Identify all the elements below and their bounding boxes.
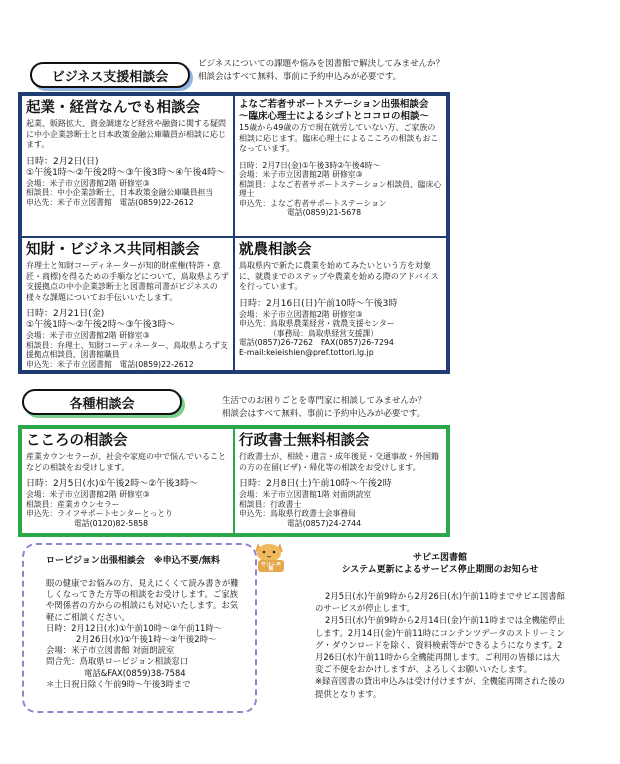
shuno-panel [234, 237, 447, 371]
chizai-venue: 会場：米子市立図書館2階 研修室③ [26, 331, 150, 340]
chizai-contact: 申込先：米子市立図書館 電話(0859)22-2612 [26, 359, 194, 369]
business-intro-line2: 相談会はすべて無料、事前に予約申込みが必要です。 [198, 72, 402, 82]
chizai-title: 知財・ビジネス共同相談会 [26, 242, 200, 258]
kigyo-contact: 申込先：米子市立図書館 電話(0859)22-2612 [26, 197, 194, 207]
kokoro-title: こころの相談会 [26, 433, 128, 449]
kokoro-date: 日時：2月5日(水)①午後2時～②午後3時～ [26, 479, 199, 489]
shuno-date: 日時：2月16日(日)午前10時～午後3時 [239, 298, 398, 309]
yonago-counselor: 相談員：よなご若者サポートステーション相談員、臨床心理士 [239, 179, 442, 199]
gyosei-contact: 申込先：鳥取県行政書士会事務局 [239, 509, 356, 519]
kokoro-contact: 申込先：ライフサポートセンターとっとり [26, 509, 173, 519]
kigyo-venue: 会場：米子市立図書館2階 研修室③ [26, 178, 150, 188]
yonago-subtitle: ～臨床心理士によるシゴトとココロの相談～ [239, 111, 430, 122]
yonago-desc: 15歳から49歳の方で現在就労していない方、ご家族の相談に応じます。臨床心理士によるこころの相談もおこなっています。 [239, 123, 439, 153]
lowvision-contact: 問合先：鳥取県ロービジョン相談窓口 [46, 656, 189, 667]
yonago-date: 日時：2月7日(金)①午後3時②午後4時～ [239, 160, 381, 170]
various-heading: 各種相談会 [22, 389, 182, 415]
chizai-panel [21, 237, 234, 371]
shuno-office: （事務局：鳥取県経営支援課） [269, 328, 379, 338]
shuno-venue: 会場：米子市立図書館2階 研修室③ [239, 309, 363, 319]
kigyo-panel [21, 95, 234, 237]
lowvision-venue: 会場：米子市立図書館 対面朗読室 [46, 645, 175, 656]
business-intro-line1: ビジネスについての課題や悩みを図書館で解決してみませんか？ [198, 59, 445, 69]
shuno-email[interactable]: E-mail:keieishien@pref.tottori.lg.jp [239, 347, 374, 357]
kigyo-date: 日時：2月2日(日) [26, 156, 99, 167]
yonago-contact: 申込先：よなご若者サポートステーション [239, 198, 387, 208]
gyosei-phone: 電話(0857)24-2744 [287, 518, 362, 528]
gyosei-panel [234, 428, 447, 534]
chizai-desc: 弁理士と知財コーディネーターが知的財産権(特許・意匠・商標)を得るための手順などについて、鳥取県よろず支援拠点の中小企業診断士と図書館司書がビジネスの様々な課題についてお手伝いいたします。 [26, 261, 229, 302]
kokoro-panel [21, 428, 234, 534]
various-intro-line1: 生活でのお困りごとを専門家に相談してみませんか？ [222, 396, 427, 406]
business-intro [198, 58, 608, 84]
notice-paragraph-3: ※録音図書の貸出申込みは受け付けますが、全機能再開された後の提供となります。 [315, 676, 565, 699]
gyosei-desc: 行政書士が、相続・遺言・成年後見・交通事故・外国籍の方の在留(ビザ)・帰化等の相談をお受けします。 [239, 452, 439, 472]
various-grid [18, 425, 450, 537]
lowvision-box [22, 543, 257, 713]
business-heading: ビジネス支援相談会 [30, 62, 190, 88]
kokoro-desc: 産業カウンセラーが、社会や家庭の中で悩んでいることなどの相談をお受けします。 [26, 452, 226, 472]
yonago-phone: 電話(0859)21-5678 [287, 208, 362, 218]
kokoro-counselor: 相談員：産業カウンセラー [26, 499, 120, 509]
various-intro-line2: 相談会はすべて無料、事前に予約申込みが必要です。 [222, 409, 426, 419]
yonago-venue: 会場：米子市立図書館2階 研修室③ [239, 170, 363, 180]
lowvision-note: ＊土日祝日除く午前9時～午後3時まで [46, 678, 191, 689]
notice-subtitle: システム更新によるサービス停止期間のお知らせ [341, 565, 539, 575]
kigyo-counselor: 相談員：中小企業診断士、日本政策金融公庫職員担当 [26, 188, 214, 198]
yonago-title: よなご若者サポートステーション出張相談会 [239, 99, 429, 110]
notice-title: サピエ図書館 [412, 553, 467, 563]
sapie-notice [315, 552, 565, 700]
shuno-contact: 申込先：鳥取県農業経営・就農支援センター [239, 319, 395, 329]
lowvision-desc: 眼の健康でお悩みの方、見えにくくて読み書きが難しくなってきた方等の相談をお受けします。ご家族や関係者の方からの相談にも対応いたします。お気軽にご相談ください。 [46, 578, 239, 622]
notice-paragraph-2: 2月5日(水)午前9時から2月14日(金)午前11時までは全機能停止します。2月14日(金)午前11時にコンテンツデータのストリーミング・ダウンロードを除く、資料検索等ができるようになります。2月26日(水)午前11時から全機能再開します。ご利用の皆様には大変ご不便をおかけしますが、よろしくお願いいたします。 [315, 615, 565, 675]
shuno-desc: 鳥取県内で新たに農業を始めてみたいという方を対象に、就農までのステップや農業を始める際のアドバイスを行っています。 [239, 261, 439, 291]
kigyo-title: 起業・経営なんでも相談会 [26, 100, 200, 116]
chizai-times: ①午後1時～②午後2時～③午後3時～ [26, 320, 176, 330]
gyosei-counselor: 相談員：行政書士 [239, 499, 302, 509]
cat-mascot-label: ぜひご来館 [260, 562, 281, 572]
cat-mascot-icon [250, 537, 290, 575]
notice-paragraph-1: 2月5日(水)午前9時から2月26日(水)午前11時までサピエ図書館のサービスが停止します。 [315, 591, 565, 614]
gyosei-date: 日時：2月8日(土)午前10時～午後2時 [239, 479, 392, 489]
kigyo-times: ①午後1時～②午後2時～③午後3時～④午後4時～ [26, 167, 226, 178]
yonago-panel [234, 95, 447, 237]
lowvision-phone: 電話&FAX(0859)38-7584 [84, 667, 186, 678]
kigyo-desc: 起業、販路拡大、資金調達など経営や融資に関する疑問に中小企業診断士と日本政策金融公庫職員が相談に応じます。 [26, 119, 226, 149]
kokoro-venue: 会場：米子市立図書館2階 研修室③ [26, 490, 150, 499]
chizai-date: 日時：2月21日(金) [26, 309, 105, 319]
various-intro [222, 395, 612, 421]
kokoro-phone: 電話(0120)82-5858 [74, 518, 149, 528]
lowvision-date1: 日時：2月12日(水)①午前10時～②午前11時～ [46, 622, 223, 633]
shuno-phone: 電話(0857)26-7262 FAX(0857)26-7294 [239, 338, 394, 348]
lowvision-title: ロービジョン出張相談会 ※申込不要/無料 [46, 556, 220, 566]
business-grid [18, 92, 450, 374]
chizai-counselor: 相談員：弁理士、知財コーディネーター、鳥取県よろず支援拠点相談員、図書館職員 [26, 340, 228, 360]
gyosei-title: 行政書士無料相談会 [239, 433, 370, 449]
shuno-title: 就農相談会 [239, 242, 312, 258]
lowvision-date2: 2月26日(水)①午後1時～②午後2時～ [76, 634, 217, 645]
gyosei-venue: 会場：米子市立図書館1階 対面朗読室 [239, 490, 372, 499]
